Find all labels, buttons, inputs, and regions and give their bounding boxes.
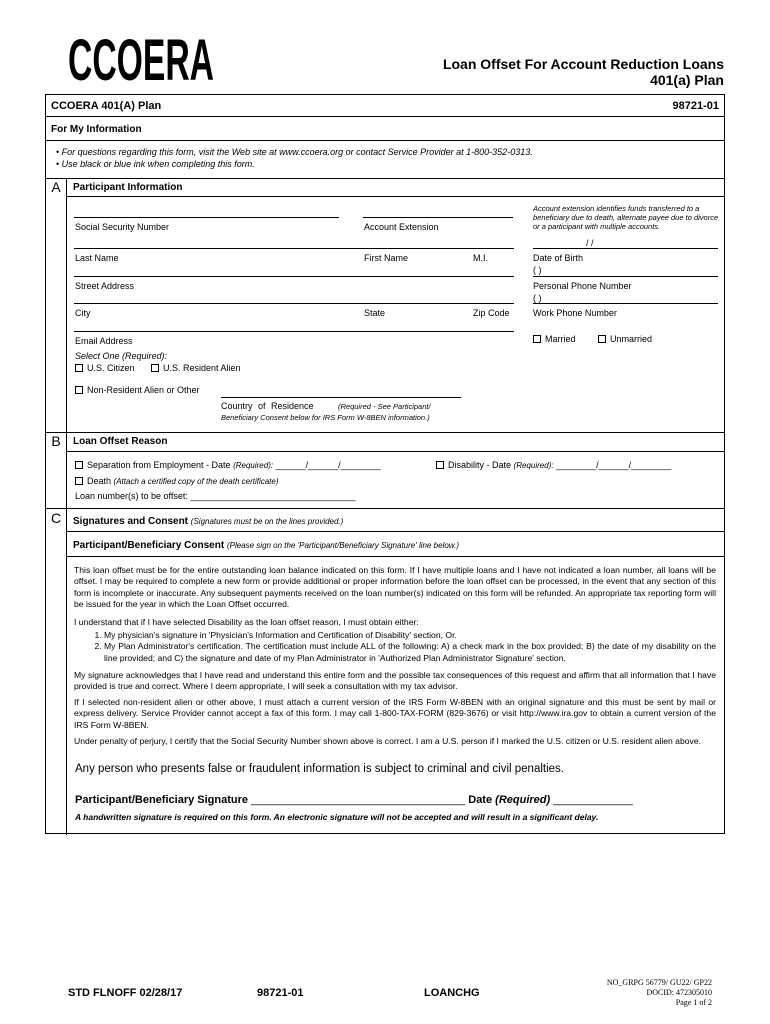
city-label: City <box>75 308 91 318</box>
requirement-item: 1. My physician's signature in 'Physician's Information and Certification of Disability' section, Or. <box>104 630 716 641</box>
select-one-label: Select One (Required): <box>75 351 168 361</box>
death-checkbox[interactable] <box>75 477 83 485</box>
footer-doc-info <box>607 978 712 1008</box>
section-a-top-rule <box>46 178 724 179</box>
signature-label: Participant/Beneficiary Signature <box>75 794 248 806</box>
account-extension-note: Account extension identifies funds transferred to a beneficiary due to death, alternate payee due to divorce or a participant with multiple accounts. <box>533 204 719 231</box>
signature-line[interactable]: ___________________________________ <box>251 794 466 806</box>
section-c-title-rule <box>66 531 724 532</box>
ssn-field[interactable] <box>74 217 339 218</box>
ccoera-logo <box>66 18 216 93</box>
work-phone-parens: ( ) <box>533 293 542 303</box>
email-field[interactable] <box>74 331 514 332</box>
fraud-warning: Any person who presents false or fraudulent information is subject to criminal and civil penalties. <box>75 763 564 775</box>
disability-required: (Required): <box>513 461 554 470</box>
section-c-top-rule <box>46 508 724 509</box>
consent-title: Participant/Beneficiary Consent <box>73 540 225 551</box>
disability-requirements-list <box>74 630 716 664</box>
married-option[interactable] <box>533 334 576 344</box>
country-note-1: (Required - See Participant/ <box>338 402 431 411</box>
signature-row <box>75 794 633 806</box>
plan-name: CCOERA 401(A) Plan <box>51 100 162 112</box>
dob-label: Date of Birth <box>533 253 584 263</box>
logo-text: CCOERA <box>68 28 214 93</box>
disability-label: Disability - Date <box>448 460 512 470</box>
section-c-title-row <box>73 516 343 527</box>
requirement-item: 2. My Plan Administrator's certification. The certification must include ALL of the following: A) a check mark in the box provided; B) the date of my disability on the line provided; and C) the signature and date of my Plan Administrator in 'Authorized Plan Administrator Signature' section. <box>104 641 716 664</box>
country-note-2: Beneficiary Consent below for IRS Form W-8BEN information.) <box>221 413 430 422</box>
instruction-item: • For questions regarding this form, visit the Web site at www.ccoera.org or contact Service Provider at 1-800-352-0313. <box>56 146 533 158</box>
separation-option[interactable] <box>75 460 381 470</box>
separation-required: (Required): <box>233 461 274 470</box>
separation-checkbox[interactable] <box>75 461 83 469</box>
dob-field[interactable] <box>533 248 718 249</box>
date-line[interactable]: _____________ <box>553 794 633 806</box>
country-field[interactable] <box>221 397 461 398</box>
death-note: (Attach a certified copy of the death certificate) <box>113 477 279 486</box>
work-phone-label: Work Phone Number <box>533 308 617 318</box>
consent-paragraph-5: Under penalty of perjury, I certify that the Social Security Number shown above is correct. I am a U.S. person if I marked the U.S. citizen or U.S. resident alien above. <box>74 736 701 746</box>
section-c-divider <box>66 508 67 835</box>
married-label: Married <box>545 334 576 344</box>
us-citizen-checkbox[interactable] <box>75 364 83 372</box>
date-label: Date <box>468 794 493 806</box>
section-a-title: Participant Information <box>73 182 183 193</box>
instruction-item: • Use black or blue ink when completing this form. <box>56 158 533 170</box>
personal-phone-label: Personal Phone Number <box>533 281 632 291</box>
us-resident-option[interactable] <box>151 363 241 373</box>
personal-phone-parens: ( ) <box>533 265 542 275</box>
us-citizen-label: U.S. Citizen <box>87 363 135 373</box>
street-field[interactable] <box>74 276 514 277</box>
consent-title-note: (Please sign on the 'Participant/Beneficiary Signature' line below.) <box>226 541 460 550</box>
form-frame <box>45 94 725 834</box>
section-a-title-rule <box>66 196 724 197</box>
ccoera-logo-graphic <box>66 18 216 93</box>
ssn-label: Social Security Number <box>75 222 170 232</box>
death-option[interactable] <box>75 476 279 486</box>
non-resident-option[interactable] <box>75 385 200 395</box>
city-field[interactable] <box>74 303 514 304</box>
work-phone-field[interactable] <box>533 303 718 304</box>
mi-label: M.I. <box>473 253 488 263</box>
footer-plan-number: 98721-01 <box>257 987 304 999</box>
state-label: State <box>364 308 386 318</box>
consent-title-row <box>73 540 459 551</box>
document-title <box>443 56 724 88</box>
married-checkbox[interactable] <box>533 335 541 343</box>
footer-page: Page 1 of 2 <box>675 998 712 1007</box>
street-label: Street Address <box>75 281 135 291</box>
consent-paragraph-4: If I selected non-resident alien or other above, I must attach a current version of the IRS Form W-8BEN with an original signature and this must be sent by mail or express delivery. Service Provider cannot accept a fax of this form. I may call 1-800-TAX-FORM (829-3676) or visit http://www.ira.gov to obtain a current version of the IRS Form W-8BEN. <box>74 697 716 730</box>
separation-date-line[interactable]: ______/______/________ <box>275 460 381 470</box>
non-resident-checkbox[interactable] <box>75 386 83 394</box>
disability-checkbox[interactable] <box>436 461 444 469</box>
separation-label: Separation from Employment - Date <box>87 460 231 470</box>
my-info-row <box>46 117 724 141</box>
unmarried-label: Unmarried <box>610 334 653 344</box>
footer-line-1: NO_GRPG 56779/ GU22/ GP22 <box>606 978 712 987</box>
zip-label: Zip Code <box>473 308 510 318</box>
section-b-title-rule <box>66 451 724 452</box>
plan-row <box>46 95 724 117</box>
country-label: Country of Residence <box>221 401 314 411</box>
unmarried-option[interactable] <box>598 334 652 344</box>
section-b-letter: B <box>51 433 61 449</box>
us-resident-label: U.S. Resident Alien <box>163 363 241 373</box>
death-label: Death <box>87 476 112 486</box>
us-resident-checkbox[interactable] <box>151 364 159 372</box>
us-citizen-option[interactable] <box>75 363 135 373</box>
plan-number: 98721-01 <box>672 100 719 112</box>
section-c-letter: C <box>50 510 62 526</box>
section-c-title: Signatures and Consent <box>73 516 189 527</box>
consent-paragraph-2: I understand that if I have selected Disability as the loan offset reason, I must obtain either: <box>74 617 419 627</box>
consent-paragraph-3: My signature acknowledges that I have read and understand this entire form and the possible tax consequences of this request and affirm that all information that I have provided is true and correct. Where I deem appropriate, I will seek a consultation with my tax advisor. <box>74 670 716 692</box>
disability-date-line[interactable]: ________/______/________ <box>556 460 672 470</box>
section-c-title-note: (Signatures must be on the lines provided.) <box>190 517 344 526</box>
name-field[interactable] <box>74 248 514 249</box>
section-b-divider <box>66 432 67 508</box>
title-line-1: Loan Offset For Account Reduction Loans <box>442 56 724 72</box>
dob-slashes: / / <box>586 238 594 248</box>
section-b-title: Loan Offset Reason <box>73 436 168 447</box>
email-label: Email Address <box>75 336 133 346</box>
section-a-divider <box>66 178 67 432</box>
last-name-label: Last Name <box>75 253 119 263</box>
unmarried-checkbox[interactable] <box>598 335 606 343</box>
account-extension-label: Account Extension <box>364 222 439 232</box>
loan-numbers-field[interactable]: Loan number(s) to be offset: _________________________________ <box>75 491 356 501</box>
section-a-letter: A <box>51 179 61 195</box>
footer-code: LOANCHG <box>424 987 480 999</box>
signature-note: A handwritten signature is required on this form. An electronic signature will not be accepted and will result in a significant delay. <box>75 812 599 822</box>
consent-title-rule <box>66 556 724 557</box>
disability-option[interactable] <box>436 460 671 470</box>
footer-form-id: STD FLNOFF 02/28/17 <box>68 987 183 999</box>
instructions-list <box>56 146 533 170</box>
non-resident-label: Non-Resident Alien or Other <box>87 385 200 395</box>
personal-phone-field[interactable] <box>533 276 718 277</box>
footer-line-2: DOCID: 472305010 <box>646 988 712 997</box>
first-name-label: First Name <box>364 253 409 263</box>
account-extension-field[interactable] <box>363 217 513 218</box>
title-line-2: 401(a) Plan <box>650 72 724 88</box>
my-info-label: For My Information <box>51 124 142 135</box>
consent-paragraph-1: This loan offset must be for the entire outstanding loan balance indicated on this form. If I have multiple loans and I have not indicated a loan number, all loans will be offset. I may be required to complete a new form or provide additional or proper information before the loan offset can be processed, in the event that any section of this form is incomplete or inaccurate. Any subsequent payments received on the loan number(s) indicated on this form will be refunded. An appropriate tax reporting form will be issued for the year in which the Loan Offset occurred. <box>74 565 716 610</box>
date-required: (Required) <box>495 794 551 806</box>
section-b-top-rule <box>46 432 724 433</box>
